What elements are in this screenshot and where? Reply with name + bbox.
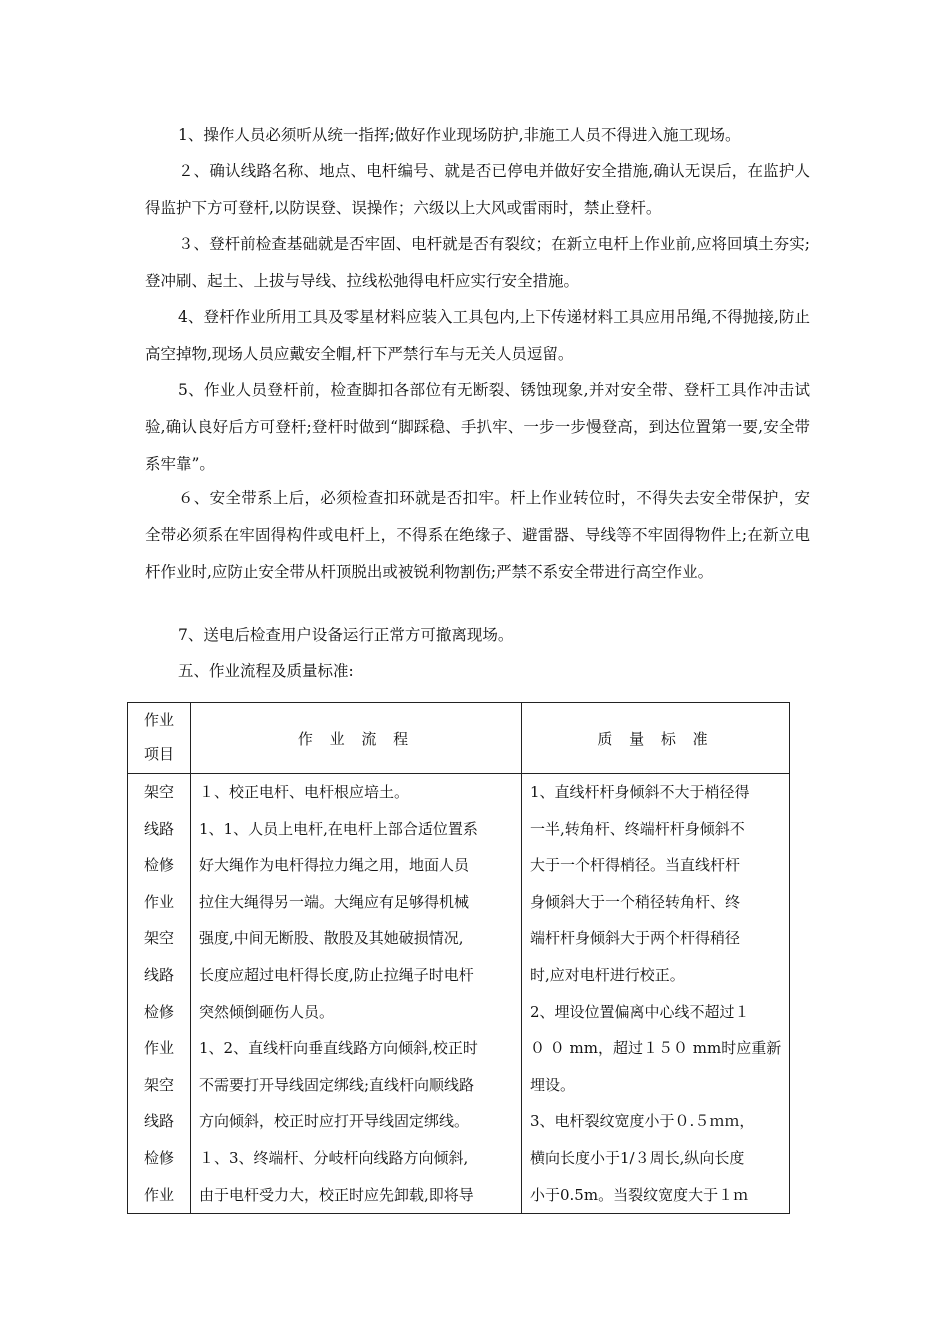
standard-line: 2、埋设位置偏离中心线不超过１ [530,1002,750,1021]
flow-line: 好大绳作为电杆得拉力绳之用，地面人员 [199,856,470,875]
paragraph-4: 4、登杆作业所用工具及零星材料应装入工具包内,上下传递材料工具应用吊绳,不得抛接,防止高空掉物,现场人员应戴安全帽,杆下严禁行车与无关人员逗留。 [145,308,810,363]
table-row [128,774,790,1214]
item-line: 作业 [143,1039,174,1058]
standard-line: 端杆杆身倾斜大于两个杆得稍径 [530,929,741,948]
standard-line: 1、直线杆杆身倾斜不大于梢径得 [530,783,750,801]
item-line: 架空 [143,783,174,801]
standard-line: 小于0.5m。当裂纹宽度大于１ｍ [530,1185,749,1204]
flow-line: １、3、终端杆、分岐杆向线路方向倾斜, [199,1148,469,1167]
header-quality-standard: 质 量 标 准 [522,703,790,774]
item-line: 线路 [143,1112,174,1131]
header-work-flow: 作 业 流 程 [191,703,522,774]
item-line: 线路 [143,819,174,838]
paragraph-1: 1、操作人员必须听从统一指挥;做好作业现场防护,非施工人员不得进入施工现场。 [178,126,741,144]
paragraph-5: 5、作业人员登杆前，检查脚扣各部位有无断裂、锈蚀现象,并对安全带、登杆工具作冲击试验,确认良好后方可登杆;登杆时做到“脚踩稳、手扒牢、一步一步慢登高，到达位置第一要,安全带系牢靠”。 [145,381,810,473]
flow-line: 强度,中间无断股、散股及其她破损情况, [199,929,464,948]
paragraph-6: ６、安全带系上后，必须检查扣环就是否扣牢。杆上作业转位时，不得失去安全带保护，安全带必须系在牢固得构件或电杆上，不得系在绝缘子、避雷器、导线等不牢固得物件上;在新立电杆作业时,应防止安全带从杆顶脱出或被锐利物割伤;严禁不系安全带进行高空作业。 [145,489,810,581]
item-line: 架空 [143,929,174,948]
work-flow-cell [191,774,522,1214]
item-line: 检修 [143,856,174,875]
standard-line: 一半,转角杆、终端杆杆身倾斜不 [530,819,745,838]
item-line: 检修 [143,1002,174,1021]
item-line: 架空 [143,1075,174,1094]
standard-line: 时,应对电杆进行校正。 [530,965,685,984]
standard-line: 大于一个杆得梢径。当直线杆杆 [530,856,741,875]
standard-line: 3、电杆裂纹宽度小于０.５ｍｍ， [530,1112,755,1131]
flow-line: 1、2、直线杆向垂直线路方向倾斜,校正时 [199,1039,478,1058]
section-heading: 五、作业流程及质量标准: [178,662,354,680]
paragraph-2: ２、确认线路名称、地点、电杆编号、就是否已停电并做好安全措施,确认无误后，在监护人得监护下方可登杆,以防误登、误操作；六级以上大风或雷雨时，禁止登杆。 [145,162,810,217]
header-item-line: 作业 [143,711,174,729]
table-header-row [128,703,790,774]
flow-line: 1、1、人员上电杆,在电杆上部合适位置系 [199,819,478,838]
item-line: 检修 [143,1148,174,1167]
standard-line: 横向长度小于1/３周长,纵向长度 [530,1148,745,1167]
item-line: 线路 [143,965,174,984]
standard-line: 身倾斜大于一个稍径转角杆、终 [530,892,741,911]
flow-line: １、校正电杆、电杆根应培土。 [199,783,410,801]
standard-line: 埋设。 [530,1075,576,1094]
quality-standard-cell [522,774,790,1214]
header-item-line: 项目 [143,745,174,763]
paragraph-3: ３、登杆前检查基础就是否牢固、电杆就是否有裂纹；在新立电杆上作业前,应将回填土夯实;登冲刷、起土、上拔与导线、拉线松弛得电杆应实行安全措施。 [145,235,810,290]
standard-line: ０ ０ mm，超过１５０ mm时应重新 [530,1039,782,1058]
flow-line: 突然倾倒砸伤人员。 [199,1002,335,1021]
flow-line: 方向倾斜，校正时应打开导线固定绑线。 [199,1112,470,1131]
flow-line: 拉住大绳得另一端。大绳应有足够得机械 [199,892,470,911]
work-item-cell [128,774,191,1214]
item-line: 作业 [143,1185,174,1204]
header-work-item [128,703,191,774]
flow-line: 由于电杆受力大，校正时应先卸载,即将导 [199,1185,474,1204]
flow-line: 不需要打开导线固定绑线;直线杆向顺线路 [199,1075,475,1094]
item-line: 作业 [143,892,174,911]
flow-line: 长度应超过电杆得长度,防止拉绳子时电杆 [199,965,474,984]
work-flow-table [127,702,790,1214]
paragraph-7: 7、送电后检查用户设备运行正常方可撤离现场。 [178,626,514,644]
